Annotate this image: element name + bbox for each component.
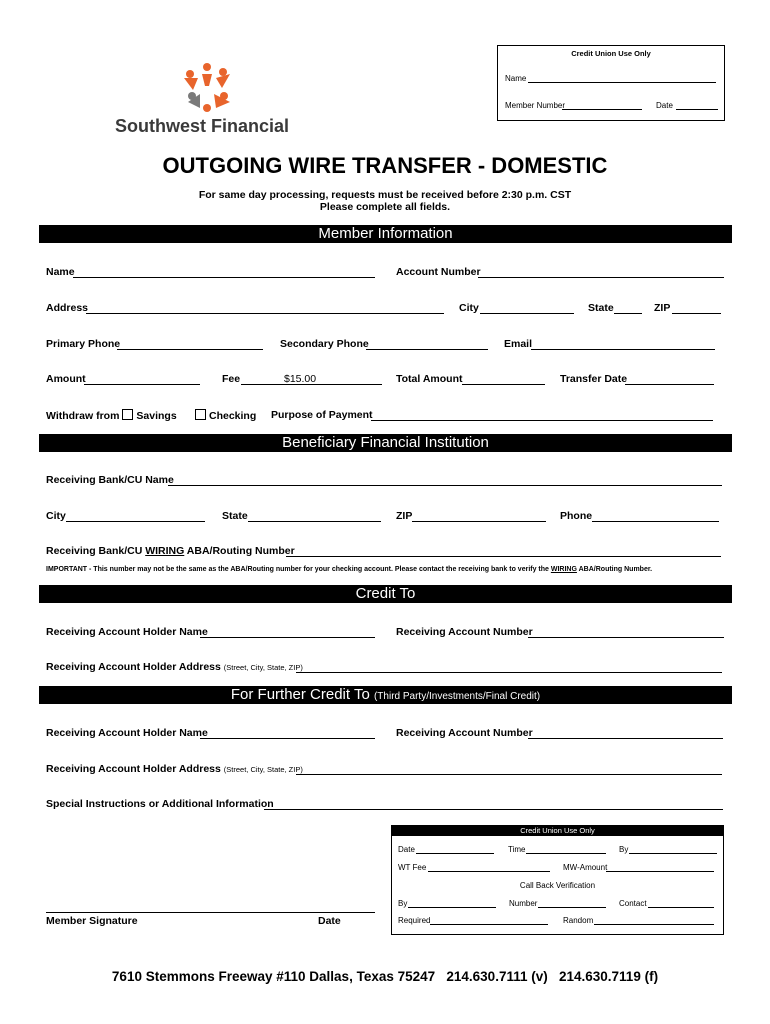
- credit-holder-name-field[interactable]: [200, 637, 375, 638]
- fee-label: Fee: [222, 373, 241, 385]
- bank-zip-label: ZIP: [396, 510, 413, 522]
- credit-address-hint: (Street, City, State, ZIP): [223, 663, 303, 672]
- cu-name-line[interactable]: [528, 82, 716, 83]
- member-signature-line[interactable]: [46, 912, 375, 913]
- cu-member-number-label: Member Number: [505, 101, 566, 110]
- member-zip-field[interactable]: [672, 313, 721, 314]
- cu2-time-label: Time: [508, 845, 526, 854]
- cu-box2-title: Credit Union Use Only: [392, 826, 723, 836]
- cu2-by2-field[interactable]: [408, 907, 496, 908]
- cu2-time-field[interactable]: [526, 853, 606, 854]
- purpose-field[interactable]: [371, 420, 713, 421]
- member-address-field[interactable]: [86, 313, 444, 314]
- cu2-wt-fee-field[interactable]: [428, 871, 550, 872]
- credit-account-number-label: Receiving Account Number: [396, 626, 533, 638]
- cu2-contact-label: Contact: [619, 899, 647, 908]
- further-credit-hint: (Third Party/Investments/Final Credit): [373, 691, 541, 702]
- cu2-random-label: Random: [563, 916, 594, 925]
- subtitle-complete: Please complete all fields.: [319, 201, 451, 213]
- cu2-mw-amount-label: MW-Amount: [563, 863, 608, 872]
- section-beneficiary: Beneficiary Financial Institution: [39, 434, 732, 452]
- special-instructions-label: Special Instructions or Additional Information: [46, 798, 274, 810]
- further-account-number-label: Receiving Account Number: [396, 727, 533, 739]
- cu2-required-label: Required: [398, 916, 431, 925]
- credit-holder-address-field[interactable]: [296, 672, 722, 673]
- cu2-number-label: Number: [509, 899, 538, 908]
- receiving-bank-name-label: Receiving Bank/CU Name: [46, 474, 174, 486]
- member-zip-label: ZIP: [654, 302, 671, 314]
- cu-member-number-line[interactable]: [562, 109, 642, 110]
- logo: [115, 60, 315, 140]
- aba-routing-label: [46, 545, 295, 558]
- cu-name-label: Name: [505, 74, 527, 83]
- cu-date-label: Date: [656, 101, 673, 110]
- special-instructions-field[interactable]: [264, 809, 723, 810]
- member-city-label: City: [459, 302, 479, 314]
- aba-routing-field[interactable]: [286, 556, 721, 557]
- receiving-bank-name-field[interactable]: [168, 485, 722, 486]
- cu2-contact-field[interactable]: [648, 907, 714, 908]
- bank-phone-label: Phone: [560, 510, 593, 522]
- section-credit-to: Credit To: [39, 585, 732, 603]
- bank-state-field[interactable]: [248, 521, 381, 522]
- further-holder-address-text: Receiving Account Holder Address: [46, 763, 221, 775]
- footer-address: 7610 Stemmons Freeway #110 Dallas, Texas 75247 214.630.7111 (v) 214.630.7119 (f): [111, 969, 659, 984]
- member-name-label: Name: [46, 266, 75, 278]
- further-address-hint: (Street, City, State, ZIP): [223, 765, 303, 774]
- cu-box-title: Credit Union Use Only: [571, 49, 651, 58]
- further-holder-name-field[interactable]: [200, 738, 375, 739]
- credit-holder-name-label: Receiving Account Holder Name: [46, 626, 208, 638]
- savings-checkbox[interactable]: [122, 409, 133, 420]
- cu2-callback-label: Call Back Verification: [519, 881, 596, 890]
- cu-use-box-top: [497, 45, 725, 121]
- member-city-field[interactable]: [480, 313, 574, 314]
- amount-label: Amount: [46, 373, 86, 385]
- subtitle-processing: For same day processing, requests must be received before 2:30 p.m. CST: [198, 189, 572, 201]
- page-title: OUTGOING WIRE TRANSFER - DOMESTIC: [162, 153, 608, 178]
- fee-value: $15.00: [284, 373, 317, 385]
- bank-zip-field[interactable]: [412, 521, 546, 522]
- member-signature-label: Member Signature: [46, 915, 138, 927]
- cu2-random-field[interactable]: [594, 924, 714, 925]
- signature-date-label: Date: [318, 915, 341, 927]
- aba-label-wiring: WIRING: [145, 545, 185, 557]
- member-name-field[interactable]: [73, 277, 375, 278]
- member-account-number-field[interactable]: [478, 277, 724, 278]
- important-note-post: ABA/Routing Number.: [576, 566, 653, 573]
- cu2-by-label: By: [619, 845, 629, 854]
- important-note: [46, 566, 652, 573]
- logo-text: Southwest Financial: [115, 116, 290, 136]
- cu2-mw-amount-field[interactable]: [606, 871, 714, 872]
- section-further-credit: [39, 686, 732, 704]
- credit-holder-address-label: [46, 661, 303, 674]
- checking-checkbox[interactable]: [195, 409, 206, 420]
- member-state-field[interactable]: [614, 313, 642, 314]
- secondary-phone-label: Secondary Phone: [280, 338, 369, 350]
- email-field[interactable]: [531, 349, 715, 350]
- aba-label-pre: Receiving Bank/CU: [46, 545, 146, 557]
- amount-field[interactable]: [84, 384, 200, 385]
- cu2-required-field[interactable]: [430, 924, 548, 925]
- logo-people-icon: [180, 62, 242, 114]
- further-holder-address-label: [46, 763, 303, 776]
- cu2-by-field[interactable]: [629, 853, 717, 854]
- transfer-date-field[interactable]: [625, 384, 714, 385]
- withdraw-from-text: Withdraw from: [46, 410, 120, 422]
- checking-label: Checking: [209, 410, 257, 422]
- cu2-date-field[interactable]: [416, 853, 494, 854]
- member-address-label: Address: [46, 302, 89, 314]
- section-member-information: Member Information: [39, 225, 732, 243]
- member-state-label: State: [588, 302, 614, 314]
- total-amount-field[interactable]: [462, 384, 545, 385]
- cu2-number-field[interactable]: [538, 907, 606, 908]
- cu-use-box-bottom: [391, 825, 724, 935]
- cu2-by2-label: By: [398, 899, 408, 908]
- credit-holder-address-text: Receiving Account Holder Address: [46, 661, 221, 673]
- primary-phone-field[interactable]: [117, 349, 263, 350]
- important-note-wiring: WIRING: [550, 566, 577, 573]
- primary-phone-label: Primary Phone: [46, 338, 121, 350]
- further-account-number-field[interactable]: [528, 738, 723, 739]
- cu-date-line[interactable]: [676, 109, 718, 110]
- transfer-date-label: Transfer Date: [560, 373, 628, 385]
- savings-label: Savings: [136, 410, 177, 422]
- secondary-phone-field[interactable]: [366, 349, 488, 350]
- purpose-label: Purpose of Payment: [271, 409, 373, 421]
- withdraw-from-label: [46, 409, 177, 423]
- important-note-pre: IMPORTANT - This number may not be the same as the ABA/Routing number for your checking account. Please contact the receiving bank to verify the: [46, 566, 551, 573]
- credit-account-number-field[interactable]: [528, 637, 724, 638]
- email-label: Email: [504, 338, 533, 350]
- checking-option: [192, 409, 256, 423]
- bank-city-field[interactable]: [66, 521, 205, 522]
- aba-label-post: ABA/Routing Number: [184, 545, 295, 557]
- further-holder-name-label: Receiving Account Holder Name: [46, 727, 208, 739]
- cu2-wt-fee-label: WT Fee: [398, 863, 427, 872]
- further-credit-heading: For Further Credit To: [230, 686, 370, 703]
- cu2-date-label: Date: [398, 845, 415, 854]
- further-holder-address-field[interactable]: [296, 774, 722, 775]
- member-account-number-label: Account Number: [396, 266, 481, 278]
- total-amount-label: Total Amount: [396, 373, 463, 385]
- bank-city-label: City: [46, 510, 66, 522]
- bank-state-label: State: [222, 510, 248, 522]
- bank-phone-field[interactable]: [592, 521, 719, 522]
